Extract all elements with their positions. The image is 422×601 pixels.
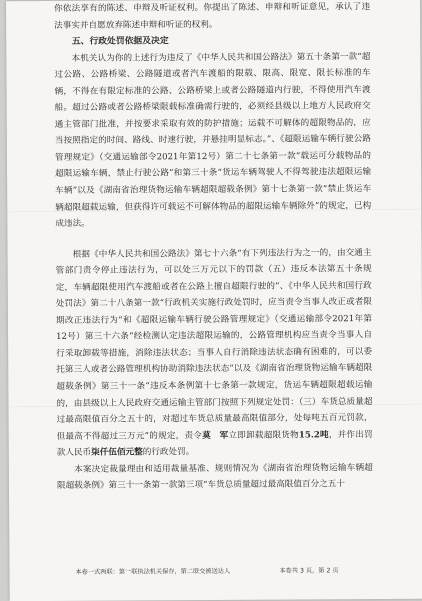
footer-copies-note: 本卷一式两联：第一联执法机关保存，第二联交被送达人 bbox=[75, 567, 231, 576]
violation-paragraph: 本机关认为你的上述行为违反了《中华人民共和国公路法》第五十条第一款“超过公路、公路桥梁、公路隧道或者汽车渡船的限载、限高、限宽、限长标准的车辆，不得在有限定标准的公路、公路桥梁上或者公路隧道内行驶，不得使用汽车渡船。超过公路或者公路桥梁限载标准确需行驶的，必须经县级以上地方人民政府交通主管部门批准，并按要求采取有效的防护措施；运载不可解体的超限物品的，应当按照指定的时间、路线、时速行驶，并悬挂明显标志。”、《超限运输车辆行驶公路管理规定》（交通运输部令2021年第12号）第二十七条第一款“载运可分载物品的超限运输车辆，禁止行驶公路”和第三十条“货运车辆驾驶人不得驾驶违法超限运输车辆”以及《湖南省治理货物运输车辆超限超载条例》第十七条第一款“禁止货运车辆超限超载运输，但获得许可载运不可解体物品的超限运输车辆除外”的规定，已构成违法。 bbox=[54, 51, 372, 230]
footer-page-number: 本卷共 3 页，第 2 页 bbox=[279, 567, 339, 575]
document-page bbox=[6, 0, 422, 601]
document-body bbox=[54, 0, 373, 495]
penalty-basis-text: 根据《中华人民共和国公路法》第七十六条“有下列违法行为之一的，由交通主管部门责令停止违法行为，可以处三万元以下的罚款（五）违反本法第五十条规定，车辆超限使用汽车渡船或者在公路上擅自超限行驶的”、《中华人民共和国行政处罚法》第二十八条第一款“行政机关实施行政处罚时，应当责令当事人改正或者限期改正违法行为”和《超限运输车辆行驶公路管理规定》（交通运输部令2021年第12号）第三十六条“经检测认定违法超限运输的，公路管理机构应当责令当事人自行采取卸载等措施，消除违法状态；当事人自行消除违法状态确有困难的，可以委托第三人或者公路管理机构协助消除违法状态”以及《湖南省治理货物运输车辆超限超载条例》第三十一条“违反本条例第十七条第一款规定，货运车辆超限超载运输的，由县级以上人民政府交通运输主管部门按照下列规定处罚：（三）车货总质量超过最高限值百分之五十的，对超过车货总质量最高限值部分，处每吨五百元罚款，但最高不得超过三万元”的规定，责令 bbox=[55, 247, 373, 442]
fine-intro-text: ，并作出罚款人民币 bbox=[56, 429, 373, 459]
intro-paragraph: 你依法享有的陈述、申辩及听证权利。你提出了陈述、申辩和听证意见，承认了违法事实并自愿放弃陈述申辩和听证的权利。 bbox=[54, 2, 371, 31]
unload-order-text: 立即卸载超限货物 bbox=[228, 430, 299, 441]
section-title: 五、行政处罚依据及决定 bbox=[71, 36, 169, 47]
page-footer bbox=[9, 565, 422, 576]
discretion-paragraph: 本案决定裁量理由和适用裁量基准、规则情况为《湖南省治理货物运输车辆超限超载条例》第三十一条第一款第三项“车货总质量超过最高限值百分之五十 bbox=[56, 462, 373, 492]
penalty-end-text: 的行政处罚。 bbox=[142, 447, 195, 458]
party-name: 莫 军 bbox=[202, 430, 229, 441]
penalty-paragraph bbox=[56, 245, 373, 462]
overload-weight: 15.2吨 bbox=[298, 429, 329, 441]
fine-amount: 柒仟伍佰元整 bbox=[91, 447, 143, 458]
